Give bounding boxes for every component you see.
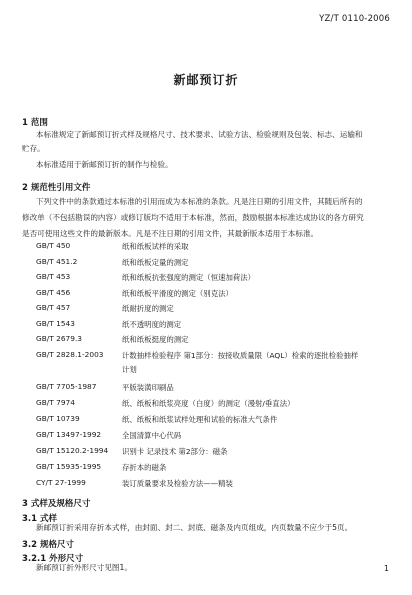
section-2-line-3: 是否可使用这些文件的最新版本。凡是不注日期的引用文件，其最新版本适用于本标准。 <box>22 229 319 238</box>
reference-title: 纸、纸板和纸浆亮度（白度）的测定（漫射/垂直法） <box>122 399 295 408</box>
reference-code: GB/T 457 <box>36 303 71 312</box>
reference-code: GB/T 450 <box>36 241 71 250</box>
section-1-heading: 1 范围 <box>22 118 48 128</box>
page-number: 1 <box>383 564 389 573</box>
section-3-heading: 3 式样及规格尺寸 <box>22 499 91 509</box>
reference-title: 纸和纸板抗张强度的测定（恒速加荷法） <box>122 273 256 282</box>
reference-code: GB/T 456 <box>36 288 71 297</box>
reference-title: 纸和纸板试样的采取 <box>122 242 189 251</box>
reference-title: 纸耐折度的测定 <box>122 304 174 313</box>
reference-code: GB/T 15120.2-1994 <box>36 446 109 455</box>
reference-code: GB/T 453 <box>36 272 71 281</box>
reference-code: GB/T 2828.1-2003 <box>36 350 104 359</box>
section-1-line-2: 贮存。 <box>22 144 45 153</box>
reference-code: GB/T 15935-1995 <box>36 462 102 471</box>
reference-code: GB/T 2679.3 <box>36 334 83 343</box>
page-title: 新邮预订折 <box>173 73 239 87</box>
reference-code: GB/T 451.2 <box>36 257 78 266</box>
standard-id: YZ/T 0110-2006 <box>319 14 390 24</box>
reference-title: 全国清算中心代码 <box>122 431 182 440</box>
section-3-2-heading: 3.2 规格尺寸 <box>22 540 75 550</box>
reference-code: GB/T 13497-1992 <box>36 430 102 439</box>
section-3-2-1-heading: 3.2.1 外形尺寸 <box>22 554 84 564</box>
reference-title: 纸和纸板平滑度的测定（别克法） <box>122 289 233 298</box>
section-1-line-3: 本标准适用于新邮预订折的制作与检验。 <box>36 160 173 169</box>
reference-title: 平版装潢印刷品 <box>122 383 174 392</box>
section-2-heading: 2 规范性引用文件 <box>22 183 91 193</box>
reference-code: CY/T 27-1999 <box>36 478 86 487</box>
reference-code: GB/T 1543 <box>36 319 75 328</box>
section-2-line-2: 修改单（不包括勘误的内容）或修订版均不适用于本标准，然而，鼓励根据本标准达成协议的各方研究 <box>22 213 364 222</box>
reference-title: 存折本的磁条 <box>122 463 167 472</box>
reference-code: GB/T 7705-1987 <box>36 382 97 391</box>
reference-title: 计数抽样检验程序 第1部分：按接收质量限（AQL）检索的逐批检验抽样 <box>122 351 359 360</box>
reference-title: 纸和纸板挺度的测定 <box>122 335 189 344</box>
reference-code: GB/T 7974 <box>36 398 75 407</box>
reference-title: 装订质量要求及检验方法——精装 <box>122 479 233 488</box>
section-2-line-1: 下列文件中的条款通过本标准的引用而成为本标准的条款。凡是注日期的引用文件，其随后所有的 <box>36 197 363 206</box>
reference-title: 纸和纸板定量的测定 <box>122 258 189 267</box>
reference-title: 识别卡 记录技术 第2部分：磁条 <box>122 447 228 456</box>
reference-code: GB/T 10739 <box>36 414 80 423</box>
section-3-2-1-line: 新邮预订折外形尺寸见图1。 <box>36 563 132 572</box>
reference-title: 纸、纸板和纸浆试样处理和试验的标准大气条件 <box>122 415 278 424</box>
section-3-1-heading: 3.1 式样 <box>22 514 58 524</box>
section-3-1-line: 新邮预订折采用存折本式样，由封面、封二、封底、磁条及内页组成，内页数量不应少于5页。 <box>36 523 353 532</box>
reference-title-continued: 计划 <box>122 365 137 374</box>
reference-title: 纸不透明度的测定 <box>122 320 182 329</box>
section-1-line-1: 本标准规定了新邮预订折式样及规格尺寸、技术要求、试验方法、检验规则及包装、标志、运输和 <box>36 130 363 139</box>
